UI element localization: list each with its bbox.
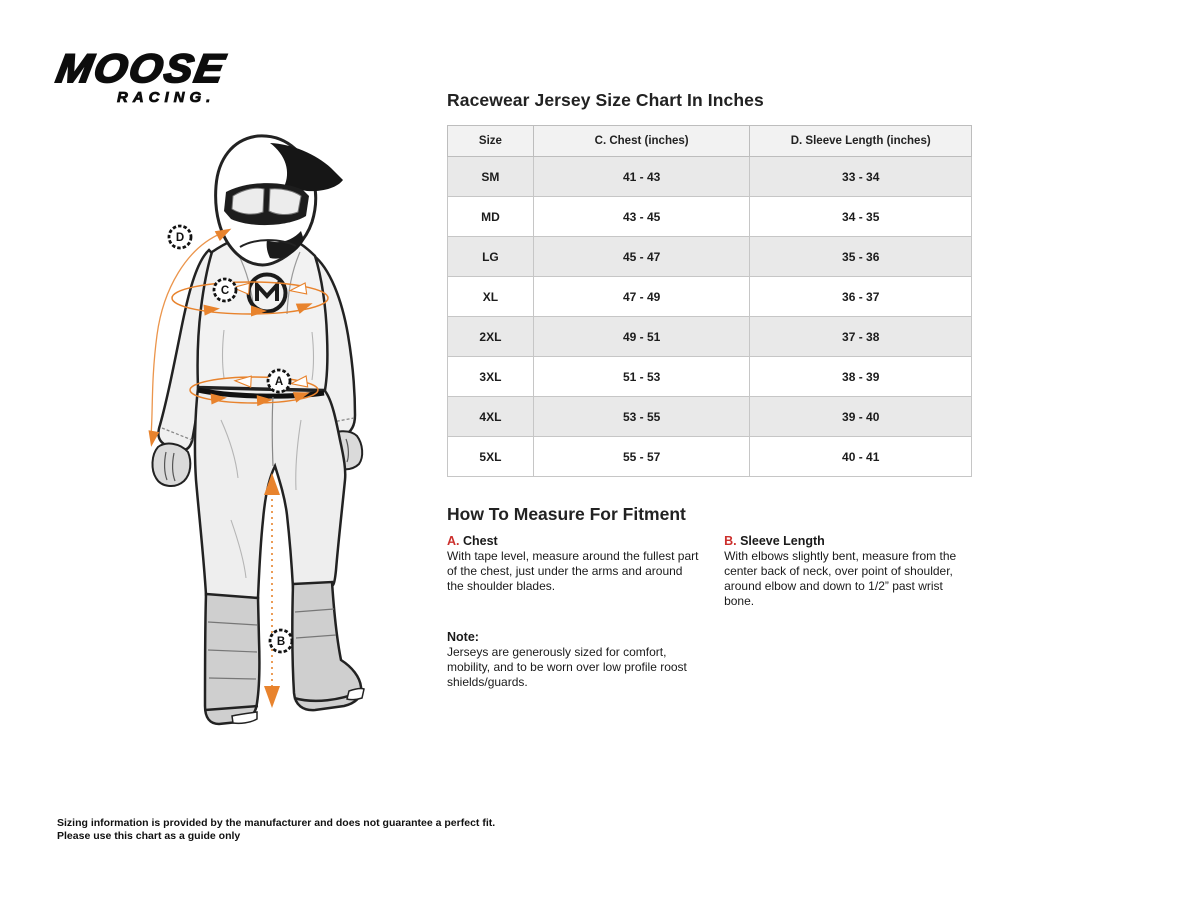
cell-size: 3XL xyxy=(448,357,534,397)
cell-sleeve: 34 - 35 xyxy=(750,197,972,237)
cell-chest: 51 - 53 xyxy=(533,357,750,397)
cell-size: LG xyxy=(448,237,534,277)
cell-sleeve: 38 - 39 xyxy=(750,357,972,397)
cell-chest: 47 - 49 xyxy=(533,277,750,317)
measure-instructions xyxy=(447,534,974,690)
cell-chest: 55 - 57 xyxy=(533,437,750,477)
table-row xyxy=(448,277,972,317)
note-text: Jerseys are generously sized for comfort, mobility, and to be worn over low profile roost shields/guards. xyxy=(447,645,687,689)
figure-left-boot xyxy=(205,594,259,724)
cell-size: XL xyxy=(448,277,534,317)
cell-sleeve: 36 - 37 xyxy=(750,277,972,317)
cell-chest: 43 - 45 xyxy=(533,197,750,237)
table-row xyxy=(448,157,972,197)
cell-size: 5XL xyxy=(448,437,534,477)
measure-sleeve-label: Sleeve Length xyxy=(740,534,825,548)
disclaimer xyxy=(57,817,495,843)
measure-sleeve-letter: B. xyxy=(724,534,737,548)
marker-a-label: A xyxy=(274,376,284,388)
cell-size: SM xyxy=(448,157,534,197)
table-row xyxy=(448,437,972,477)
cell-chest: 49 - 51 xyxy=(533,317,750,357)
column-header-size: Size xyxy=(448,126,534,157)
logo-word-racing: RACING. xyxy=(117,89,216,106)
disclaimer-line-2: Please use this chart as a guide only xyxy=(57,830,241,842)
column-header-sleeve: D. Sleeve Length (inches) xyxy=(750,126,972,157)
table-row xyxy=(448,357,972,397)
marker-c-label: C xyxy=(220,285,230,297)
measure-chest-heading xyxy=(447,534,701,548)
measure-sleeve-heading xyxy=(724,534,974,548)
size-chart-table xyxy=(447,125,972,477)
note-label: Note: xyxy=(447,630,479,644)
moose-racing-logo xyxy=(53,47,257,106)
figure-right-boot-toe xyxy=(347,689,364,700)
cell-size: 2XL xyxy=(448,317,534,357)
table-header-row xyxy=(448,126,972,157)
table-row xyxy=(448,237,972,277)
marker-b-label: B xyxy=(276,636,286,648)
cell-size: MD xyxy=(448,197,534,237)
measure-section-chest xyxy=(447,534,701,690)
disclaimer-line-1: Sizing information is provided by the manufacturer and does not guarantee a perfect fit. xyxy=(57,817,496,829)
rider-illustration xyxy=(130,125,440,745)
how-to-measure-title: How To Measure For Fitment xyxy=(447,504,686,524)
logo-word-moose: MOOSE xyxy=(53,47,230,91)
column-header-chest: C. Chest (inches) xyxy=(533,126,750,157)
table-row xyxy=(448,197,972,237)
measure-section-sleeve xyxy=(724,534,974,690)
figure-goggle-lens-right xyxy=(269,189,301,215)
rider-illustration-svg xyxy=(130,125,440,745)
size-chart-title: Racewear Jersey Size Chart In Inches xyxy=(447,90,764,110)
measure-chest-letter: A. xyxy=(447,534,460,548)
cell-chest: 45 - 47 xyxy=(533,237,750,277)
measure-chest-label: Chest xyxy=(462,534,498,548)
table-row xyxy=(448,397,972,437)
figure-left-glove xyxy=(152,444,190,486)
cell-sleeve: 37 - 38 xyxy=(750,317,972,357)
cell-sleeve: 39 - 40 xyxy=(750,397,972,437)
table-row xyxy=(448,317,972,357)
measure-sleeve-text: With elbows slightly bent, measure from the center back of neck, over point of shoulder, around elbow and down to 1/2” past wrist bone. xyxy=(724,549,957,608)
measure-chest-text: With tape level, measure around the fullest part of the chest, just under the arms and around the shoulder blades. xyxy=(447,549,699,593)
marker-d-label: D xyxy=(175,232,185,244)
cell-sleeve: 35 - 36 xyxy=(750,237,972,277)
content-column xyxy=(447,90,974,690)
cell-chest: 41 - 43 xyxy=(533,157,750,197)
cell-sleeve: 40 - 41 xyxy=(750,437,972,477)
cell-sleeve: 33 - 34 xyxy=(750,157,972,197)
cell-chest: 53 - 55 xyxy=(533,397,750,437)
cell-size: 4XL xyxy=(448,397,534,437)
note-section xyxy=(447,630,701,690)
